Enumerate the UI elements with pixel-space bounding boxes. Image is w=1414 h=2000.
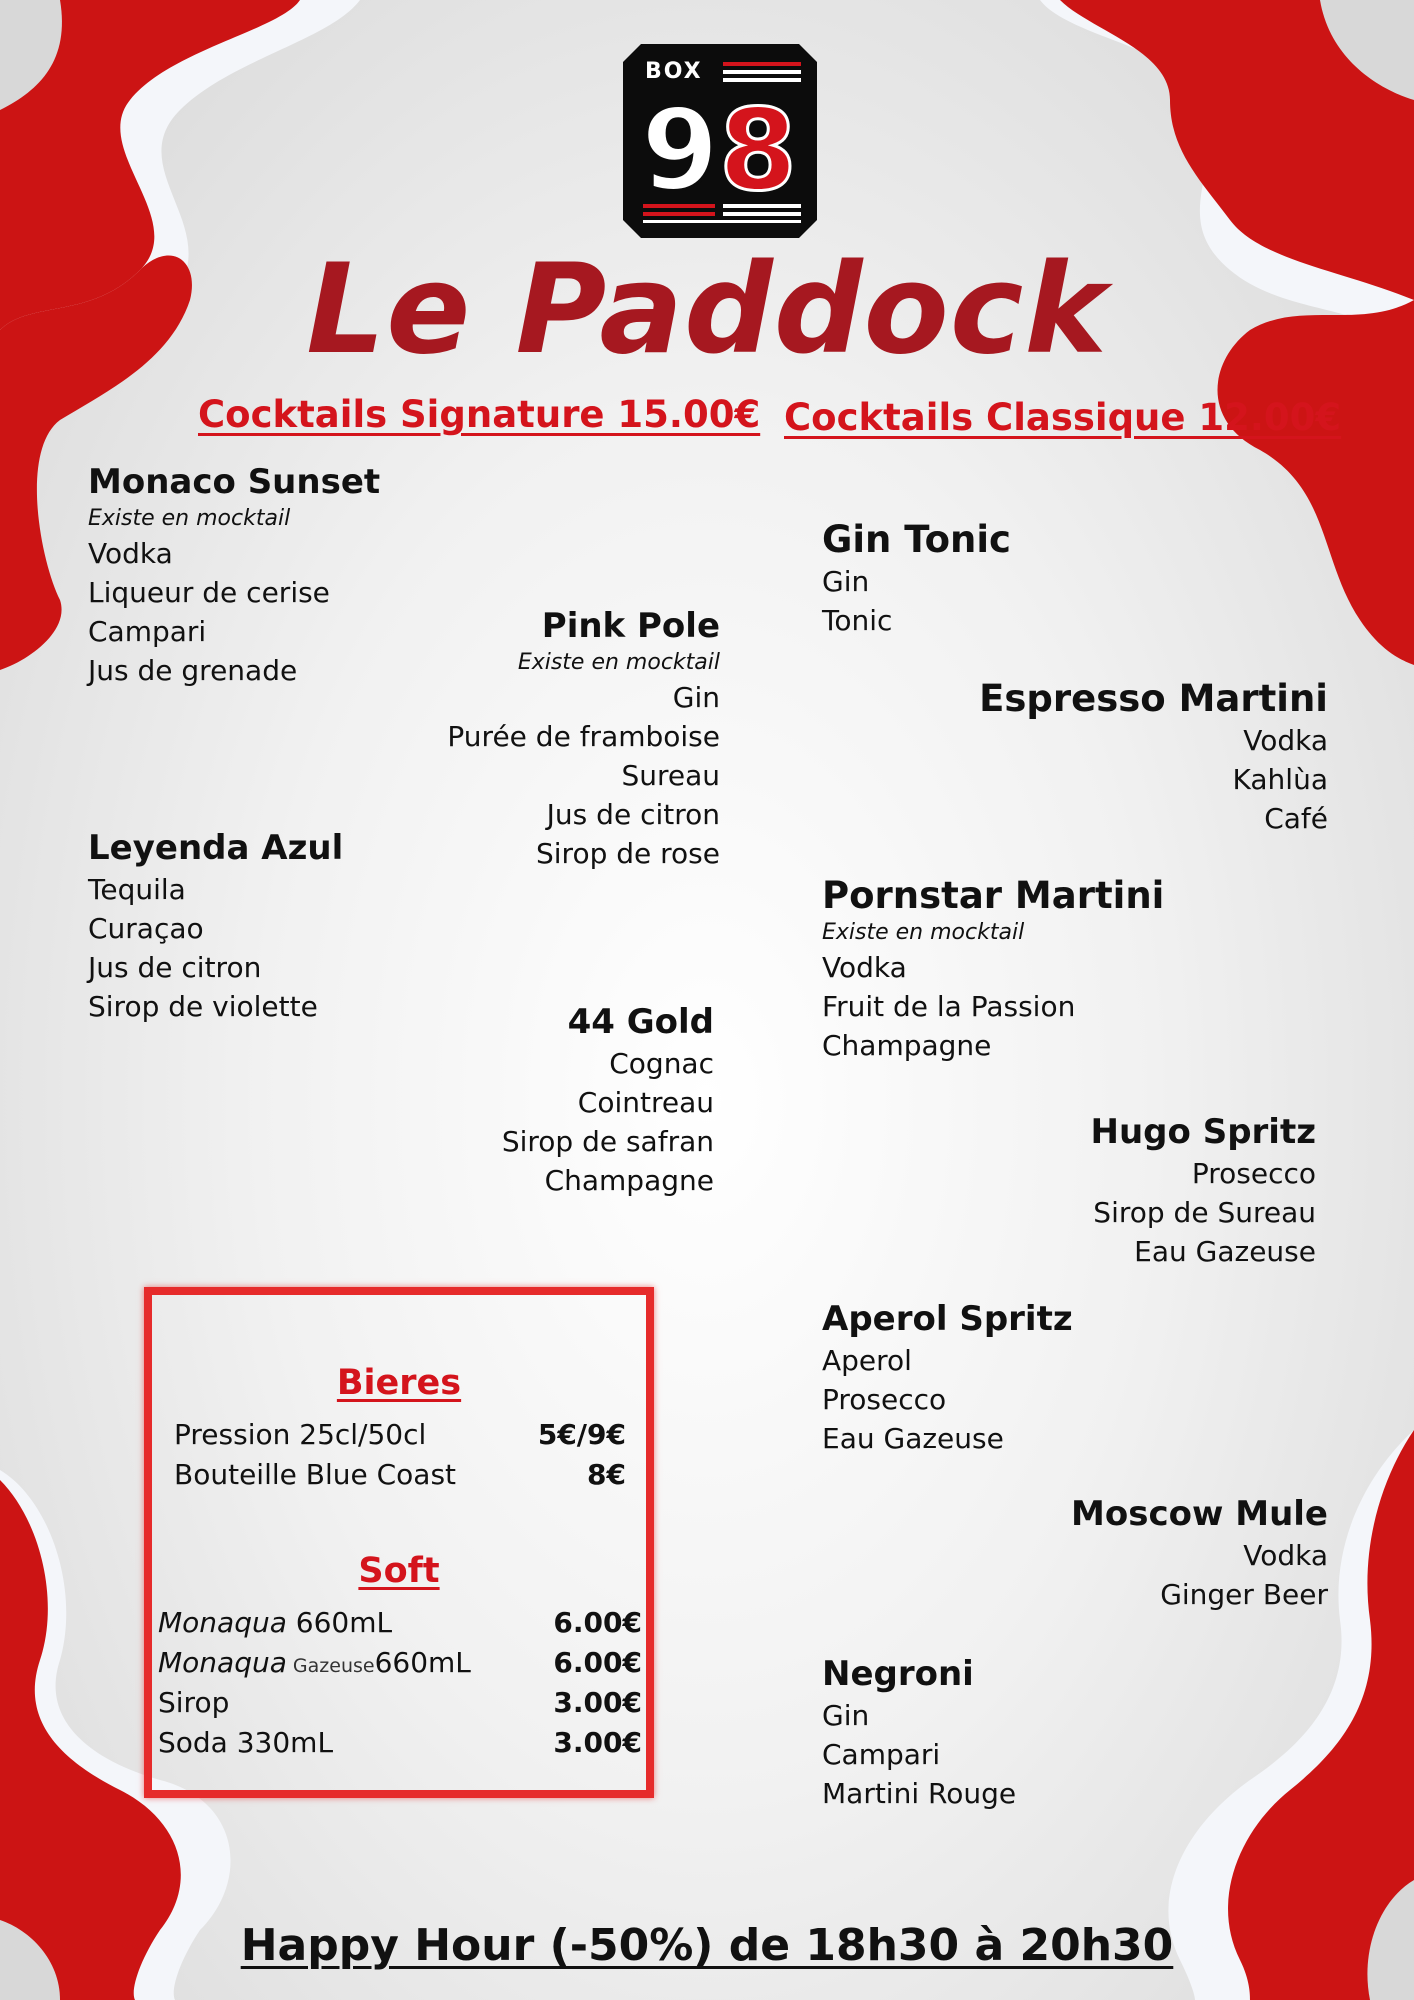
ingredient: Vodka <box>1243 724 1328 757</box>
soft-item-price: 6.00€ <box>553 1606 642 1639</box>
ingredient: Purée de framboise <box>447 720 720 753</box>
cocktail-name: Gin Tonic <box>822 518 1011 561</box>
ingredient: Fruit de la Passion <box>822 990 1076 1023</box>
soft-variant: Gazeuse <box>286 1655 375 1677</box>
ingredient: Tonic <box>822 604 893 637</box>
ingredient: Curaçao <box>88 912 204 945</box>
bieres-heading: Bieres <box>336 1363 462 1403</box>
ingredient: Prosecco <box>1191 1157 1316 1190</box>
ingredient: Jus de citron <box>88 951 262 984</box>
ingredient: Jus de grenade <box>88 654 298 687</box>
cocktail-monaco-sunset <box>88 460 380 690</box>
cocktail-pink-pole <box>447 604 720 873</box>
ingredient: Sirop de rose <box>536 837 720 870</box>
cocktail-name: Aperol Spritz <box>822 1299 1073 1339</box>
ingredient: Cognac <box>609 1047 714 1080</box>
cocktail-moscow-mule <box>1071 1492 1328 1614</box>
biere-item-label: Bouteille Blue Coast <box>174 1458 457 1491</box>
cocktail-name: Leyenda Azul <box>88 828 344 868</box>
mocktail-note: Existe en mocktail <box>88 506 291 531</box>
soft-brand: Monaqua <box>158 1606 287 1639</box>
ingredient: Vodka <box>822 951 907 984</box>
mocktail-note: Existe en mocktail <box>517 650 720 675</box>
soft-item-label <box>158 1643 471 1686</box>
soft-item-price: 3.00€ <box>553 1686 642 1719</box>
ingredient: Liqueur de cerise <box>88 576 330 609</box>
cocktail-44-gold <box>502 1000 714 1200</box>
cocktail-name: Espresso Martini <box>979 677 1328 720</box>
cocktail-negroni <box>822 1652 1016 1813</box>
ingredient: Kahlùa <box>1232 763 1328 796</box>
classique-heading: Cocktails Classique 12.00€ <box>784 396 1342 439</box>
ingredient: Martini Rouge <box>822 1777 1017 1810</box>
logo-box-text: BOX <box>645 59 703 84</box>
soft-item-label: Sirop <box>158 1686 230 1719</box>
soft-item-label: Soda 330mL <box>158 1726 334 1759</box>
cocktail-name: Moscow Mule <box>1071 1494 1328 1534</box>
ingredient: Sirop de safran <box>501 1125 714 1158</box>
happy-hour-banner: Happy Hour (-50%) de 18h30 à 20h30 <box>240 1920 1174 1971</box>
ingredient: Cointreau <box>577 1086 714 1119</box>
ingredient: Eau Gazeuse <box>1134 1235 1316 1268</box>
ingredient: Tequila <box>88 873 186 906</box>
cocktail-name: 44 Gold <box>567 1002 714 1042</box>
cocktail-name: Pink Pole <box>541 606 720 646</box>
ingredient: Campari <box>822 1738 941 1771</box>
soft-item-label <box>158 1603 392 1643</box>
cocktail-hugo-spritz <box>1091 1110 1316 1271</box>
ingredient: Sirop de violette <box>88 990 318 1023</box>
cocktail-espresso-martini <box>979 677 1328 838</box>
biere-item-label: Pression 25cl/50cl <box>174 1418 427 1451</box>
mocktail-note: Existe en mocktail <box>822 920 1025 945</box>
cocktail-name: Negroni <box>822 1654 974 1694</box>
ingredient: Vodka <box>1243 1539 1328 1572</box>
drinks-price-box <box>144 1287 654 1798</box>
logo-digit-8: 8 <box>719 86 797 216</box>
soft-volume: 660mL <box>286 1606 393 1639</box>
cocktail-aperol-spritz <box>822 1297 1073 1458</box>
box98-logo <box>623 44 817 238</box>
soft-item-price: 6.00€ <box>553 1646 642 1679</box>
cocktail-name: Monaco Sunset <box>88 462 381 502</box>
ingredient: Eau Gazeuse <box>822 1422 1004 1455</box>
ingredient: Vodka <box>88 537 173 570</box>
ingredient: Sureau <box>621 759 720 792</box>
cocktail-gin-tonic <box>822 518 1011 640</box>
biere-item-price: 8€ <box>587 1458 626 1491</box>
soft-heading: Soft <box>358 1551 440 1591</box>
ingredient: Gin <box>822 1699 870 1732</box>
ingredient: Gin <box>822 565 870 598</box>
page-title: Le Paddock <box>306 238 1108 382</box>
soft-brand: Monaqua <box>158 1646 287 1679</box>
cocktail-name: Pornstar Martini <box>822 874 1165 917</box>
soft-volume: 660mL <box>374 1646 471 1679</box>
cocktail-pornstar-martini <box>822 874 1164 1065</box>
ingredient: Champagne <box>544 1164 714 1197</box>
ingredient: Gin <box>672 681 720 714</box>
ingredient: Ginger Beer <box>1160 1578 1328 1611</box>
soft-item-price: 3.00€ <box>553 1726 642 1759</box>
ingredient: Café <box>1264 802 1328 835</box>
ingredient: Aperol <box>822 1344 912 1377</box>
biere-item-price: 5€/9€ <box>537 1418 626 1451</box>
ingredient: Sirop de Sureau <box>1093 1196 1316 1229</box>
logo-digit-9: 9 <box>641 86 719 216</box>
ingredient: Jus de citron <box>546 798 720 831</box>
cocktail-leyenda-azul <box>88 826 343 1026</box>
cocktail-name: Hugo Spritz <box>1090 1112 1316 1152</box>
ingredient: Prosecco <box>822 1383 947 1416</box>
ingredient: Campari <box>88 615 207 648</box>
ingredient: Champagne <box>822 1029 992 1062</box>
signature-heading: Cocktails Signature 15.00€ <box>198 393 761 436</box>
